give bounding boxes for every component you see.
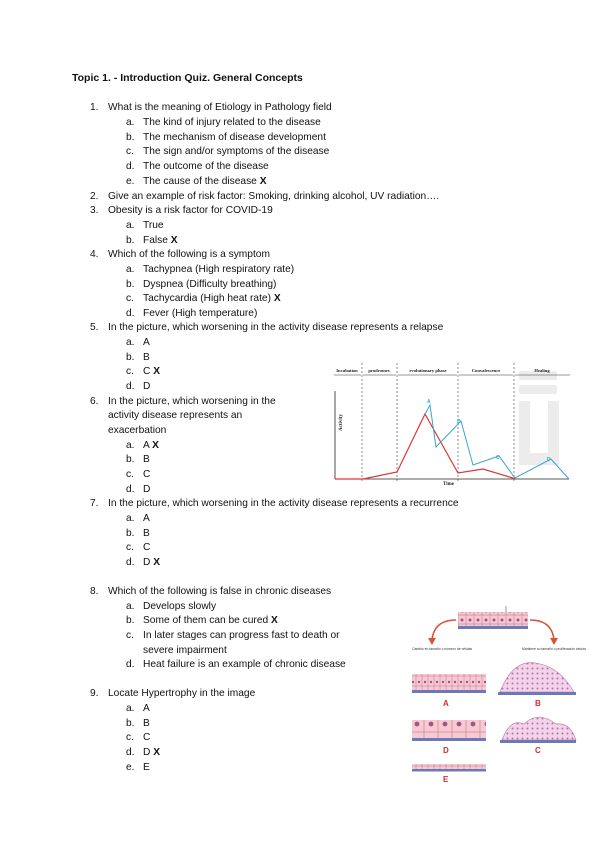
option: b. Some of them can be cured X — [126, 615, 278, 626]
question-8: 8. Which of the following is false in chronic diseases — [90, 586, 332, 597]
phase-label: evolutionary phase — [409, 368, 447, 373]
option: c. C — [126, 469, 151, 480]
answer-mark: X — [259, 176, 267, 187]
answer-mark: X — [170, 235, 178, 246]
left-arrowhead — [428, 638, 436, 645]
phase-label: prodromes — [368, 368, 390, 373]
cell-label-b: B — [535, 699, 541, 708]
option: c. C — [126, 732, 151, 743]
left-arrow — [432, 620, 456, 640]
tissue-e — [412, 764, 486, 769]
right-arrow — [530, 620, 554, 640]
option: b. Dyspnea (Difficulty breathing) — [126, 279, 277, 290]
answer-mark: X — [152, 440, 159, 451]
tissue-a — [412, 674, 486, 690]
answer-mark: X — [153, 557, 160, 568]
question-6-line-2: activity disease represents an — [108, 410, 243, 421]
option: d. Fever (High temperature) — [126, 308, 258, 319]
cell-label-c: C — [535, 746, 541, 755]
question-9: 9. Locate Hypertrophy in the image — [90, 688, 256, 699]
answer-mark: X — [153, 747, 160, 758]
tissue-d — [412, 720, 486, 738]
question-1: 1. What is the meaning of Etiology in Pathology field — [90, 102, 332, 113]
question-7: 7. In the picture, which worsening in the activity disease represents a recurrence — [90, 498, 459, 509]
question-6: 6. In the picture, which worsening in the — [90, 396, 276, 407]
option: d. D — [126, 484, 151, 495]
option: d. The outcome of the disease — [126, 161, 269, 172]
option: d. D X — [126, 747, 160, 758]
option: d. D X — [126, 557, 160, 568]
option: e. The cause of the disease X — [126, 176, 267, 187]
option: b. False X — [126, 235, 178, 246]
x-axis-label: Time — [443, 482, 455, 487]
option: a. A — [126, 513, 150, 524]
option: a. A X — [126, 440, 159, 451]
option: c. The sign and/or symptoms of the disease — [126, 146, 330, 157]
option: c. Tachycardia (High heat rate) X — [126, 293, 281, 304]
point-label-b: B — [457, 419, 461, 425]
option: b. B — [126, 528, 150, 539]
answer-mark: X — [273, 293, 281, 304]
point-label-d: D — [547, 457, 551, 463]
option: a. The kind of injury related to the disease — [126, 117, 321, 128]
cell-label-e: E — [443, 775, 449, 784]
cell-label-d: D — [443, 746, 449, 755]
option: b. The mechanism of disease development — [126, 132, 326, 143]
page-title: Topic 1. - Introduction Quiz. General Concepts — [72, 72, 303, 84]
option: b. B — [126, 352, 150, 363]
answer-mark: X — [153, 366, 160, 377]
y-axis-label: Activity — [339, 414, 344, 431]
option: c. C — [126, 542, 151, 553]
basement-membrane — [458, 626, 528, 629]
phase-label: Convalescence — [471, 368, 501, 373]
phase-label: Incubation — [336, 368, 358, 373]
option: d. Heat failure is an example of chronic disease — [126, 659, 346, 670]
right-caption: Mantiene su tamaño o proliferación celular — [522, 647, 586, 651]
tissue-c — [502, 717, 576, 740]
option: b. B — [126, 718, 150, 729]
option: a. True — [126, 220, 164, 231]
question-5: 5. In the picture, which worsening in the activity disease represents a relapse — [90, 322, 444, 333]
option: c. C X — [126, 366, 160, 377]
tissue-b — [500, 663, 574, 692]
option: e. E — [126, 762, 150, 773]
option: b. B — [126, 454, 150, 465]
normal-tissue — [458, 612, 528, 626]
left-caption: Cambio en tamaño o número de células — [412, 647, 473, 651]
right-arrowhead — [550, 638, 558, 645]
question-6-line-3: exacerbation — [108, 425, 167, 436]
point-label-a: A — [427, 399, 431, 405]
question-3: 3. Obesity is a risk factor for COVID-19 — [90, 205, 273, 216]
option: c. In later stages can progress fast to death or — [126, 630, 340, 641]
disease-activity-figure — [333, 361, 571, 487]
option: a. A — [126, 337, 150, 348]
question-2: 2. Give an example of risk factor: Smoking, drinking alcohol, UV radiation…. — [90, 191, 440, 202]
point-label-c: C — [496, 455, 500, 461]
answer-mark: X — [271, 615, 278, 626]
question-4: 4. Which of the following is a symptom — [90, 249, 270, 260]
cell-label-a: A — [443, 699, 449, 708]
option: a. Tachypnea (High respiratory rate) — [126, 264, 295, 275]
option: a. Develops slowly — [126, 601, 217, 612]
phase-label: Healing — [534, 368, 550, 373]
cell-adaptation-figure — [410, 606, 586, 786]
option: severe impairment — [143, 645, 227, 656]
option: d. D — [126, 381, 151, 392]
option: a. A — [126, 703, 150, 714]
